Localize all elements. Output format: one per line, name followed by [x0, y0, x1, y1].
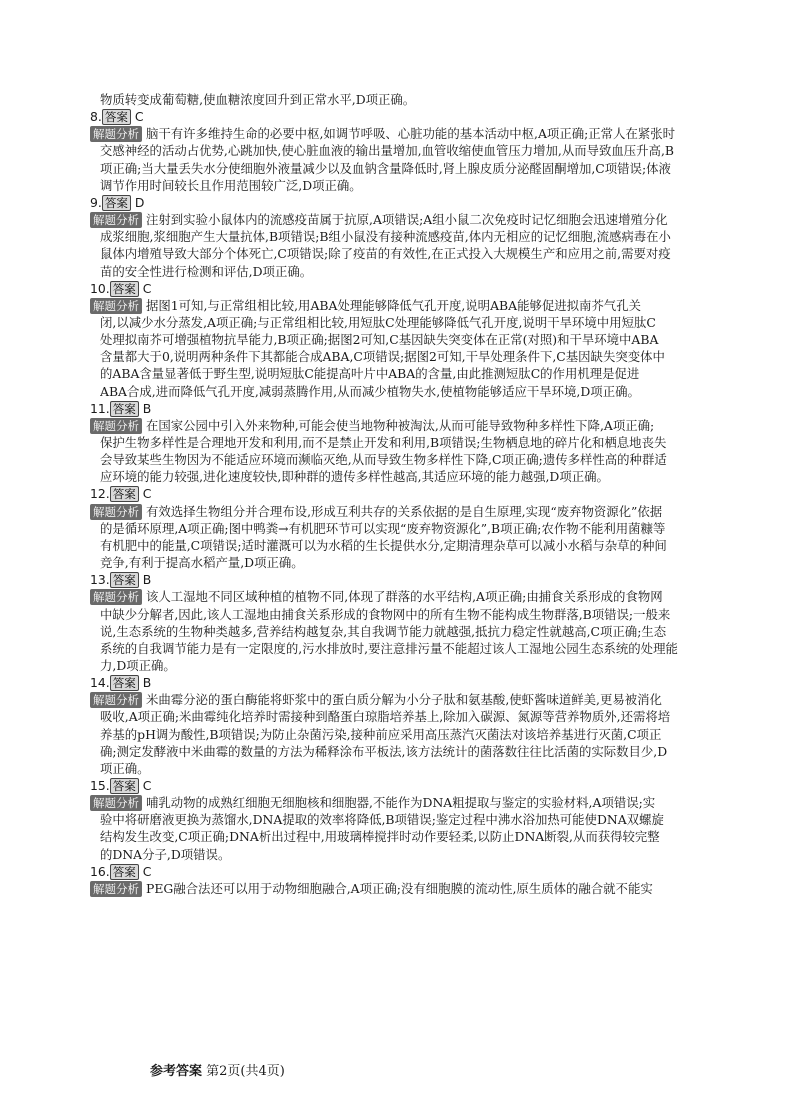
analysis-text: 的是循环原理,A项正确;图中鸭粪→有机肥环节可以实现“废弃物资源化”,B项正确;农作物不能利用菌糠等 [100, 520, 666, 536]
answer-tag: 答案 [110, 281, 139, 297]
answer-tag: 答案 [110, 778, 139, 794]
answer-tag: 答案 [110, 486, 139, 502]
analysis-line [90, 795, 708, 811]
analysis-line [100, 384, 708, 400]
analysis-text: 结构发生改变,C项正确;DNA析出过程中,用玻璃棒搅拌时动作要轻柔,以防止DNA断裂,从而获得较完整 [100, 829, 660, 845]
analysis-line [100, 143, 708, 159]
analysis-line [90, 504, 708, 520]
answer-value: C [142, 778, 152, 793]
analysis-line [100, 658, 708, 674]
question-answer-row [90, 572, 151, 588]
answer-tag: 答案 [102, 195, 131, 211]
analysis-line [100, 229, 708, 245]
analysis-line [100, 452, 708, 468]
question-number: 16. [90, 863, 110, 879]
analysis-line [90, 298, 708, 314]
question-answer-row [90, 778, 151, 794]
lead-line: 物质转变成葡萄糖,使血糖浓度回升到正常水平,D项正确。 [100, 92, 416, 107]
question-answer-row [90, 864, 151, 880]
analysis-line [90, 418, 708, 434]
analysis-tag: 解题分析 [90, 881, 142, 897]
analysis-text: 哺乳动物的成熟红细胞无细胞核和细胞器,不能作为DNA粗提取与鉴定的实验材料,A项错误;实 [146, 795, 656, 811]
analysis-line [90, 589, 708, 605]
analysis-text: 苗的安全性进行检测和评估,D项正确。 [100, 263, 313, 279]
analysis-text: 的DNA分子,D项错误。 [100, 846, 231, 862]
analysis-text: 确;测定发酵液中米曲霉的数量的方法为稀释涂布平板法,该方法统计的菌落数往往比活菌的实际数目少,D [100, 743, 668, 759]
answer-value: C [134, 109, 144, 125]
analysis-text: 据图1可知,与正常组相比较,用ABA处理能够降低气孔开度,说明ABA能够促进拟南芥气孔关 [146, 297, 641, 313]
analysis-text: PEG融合法还可以用于动物细胞融合,A项正确;没有细胞膜的流动性,原生质体的融合就不能实 [146, 880, 653, 896]
answer-tag: 答案 [110, 572, 139, 588]
analysis-text: 含量都大于0,说明两种条件下其都能合成ABA,C项错误;据图2可知,干旱处理条件下,C基因缺失突变体中 [100, 349, 665, 365]
analysis-tag: 解题分析 [90, 418, 142, 434]
analysis-line [100, 555, 708, 571]
question-number: 8. [90, 109, 102, 125]
answer-value: C [142, 486, 152, 502]
analysis-text: 交感神经的活动占优势,心跳加快,使心脏血液的输出量增加,血管收缩使血管压力增加,从而导致血压升高,B [100, 143, 674, 159]
analysis-line [90, 212, 708, 228]
question-number: 12. [90, 486, 110, 502]
question-number: 14. [90, 675, 110, 691]
analysis-line [100, 761, 708, 777]
analysis-line [100, 744, 708, 760]
analysis-line [100, 332, 708, 348]
analysis-tag: 解题分析 [90, 212, 142, 228]
question-number: 13. [90, 572, 110, 588]
analysis-tag: 解题分析 [90, 692, 142, 708]
answer-value: C [142, 280, 152, 296]
analysis-line [100, 246, 708, 262]
analysis-text: 注射到实验小鼠体内的流感疫苗属于抗原,A项错误;A组小鼠二次免疫时记忆细胞会迅速增殖分化 [146, 212, 668, 228]
question-answer-row [90, 401, 151, 417]
analysis-line [100, 538, 708, 554]
analysis-text: 闭,以减少水分蒸发,A项正确;与正常组相比较,用短肽C处理能够降低气孔开度,说明干旱环境中用短肽C [100, 314, 656, 330]
question-answer-row [90, 281, 151, 297]
analysis-text: 竞争,有利于提高水稻产量,D项正确。 [100, 555, 304, 571]
question-answer-row [90, 109, 143, 125]
analysis-text: 处理拟南芥可增强植物抗旱能力,B项正确;据图2可知,C基因缺失突变体在正常(对照)和干旱环境中ABA [100, 332, 659, 348]
analysis-text: 该人工湿地不同区域种植的植物不同,体现了群落的水平结构,A项正确;由捕食关系形成的食物网 [146, 589, 663, 605]
analysis-text: 有效选择生物组分并合理布设,形成互利共存的关系依据的是自生原理,实现“废弃物资源化”依据 [146, 503, 663, 519]
analysis-text: 验中将研磨液更换为蒸馏水,DNA提取的效率将降低,B项错误;鉴定过程中沸水浴加热可能使DNA双螺旋 [100, 812, 664, 828]
answer-value: B [142, 675, 152, 691]
answer-value: B [142, 400, 152, 416]
answer-tag: 答案 [102, 109, 131, 125]
analysis-text: 力,D项正确。 [100, 657, 176, 673]
question-answer-row [90, 486, 151, 502]
analysis-text: 的ABA含量显著低于野生型,说明短肽C能提高叶片中ABA的含量,由此推测短肽C的作用机理是促进 [100, 366, 640, 382]
analysis-text: 中缺少分解者,因此,该人工湿地由捕食关系形成的食物网中的所有生物不能构成生物群落,B项错误;一般来 [100, 606, 671, 622]
question-number: 10. [90, 280, 110, 296]
answer-tag: 答案 [110, 675, 139, 691]
analysis-text: 会导致某些生物因为不能适应环境而濒临灭绝,从而导致生物多样性下降,C项正确;遗传多样性高的种群适 [100, 452, 667, 468]
footer-label: 参考答案 [150, 1064, 203, 1079]
question-number: 11. [90, 400, 110, 416]
analysis-text: 吸收,A项正确;米曲霉纯化培养时需接种到酪蛋白琼脂培养基上,除加入碳源、氮源等营养物质外,还需将培 [100, 709, 671, 725]
page-footer [150, 1060, 285, 1079]
analysis-text: 米曲霉分泌的蛋白酶能将虾浆中的蛋白质分解为小分子肽和氨基酸,使虾酱味道鲜美,更易被消化 [146, 692, 662, 708]
analysis-tag: 解题分析 [90, 589, 142, 605]
analysis-text: 有机肥中的能量,C项错误;适时灌溉可以为水稻的生长提供水分,定期清理杂草可以减小水稻与杂草的种间 [100, 537, 667, 553]
analysis-line [100, 349, 708, 365]
analysis-line [100, 624, 708, 640]
answer-value: B [142, 572, 152, 588]
analysis-text: 脑干有许多维持生命的必要中枢,如调节呼吸、心脏功能的基本活动中枢,A项正确;正常人在紧张时 [146, 126, 676, 142]
analysis-line [100, 264, 708, 280]
analysis-line [100, 178, 708, 194]
question-answer-row [90, 675, 151, 691]
analysis-line [100, 641, 708, 657]
analysis-text: 保护生物多样性是合理地开发和利用,而不是禁止开发和利用,B项错误;生物栖息地的碎片化和栖息地丧失 [100, 435, 667, 450]
analysis-line [100, 607, 708, 623]
analysis-line [100, 709, 708, 725]
analysis-text: 在国家公园中引入外来物种,可能会使当地物种被淘汰,从而可能导致物种多样性下降,A项正确; [146, 417, 655, 433]
analysis-line [100, 829, 708, 845]
answer-value: C [142, 863, 152, 879]
analysis-line [100, 161, 708, 177]
analysis-tag: 解题分析 [90, 126, 142, 142]
analysis-line [100, 435, 708, 451]
answer-tag: 答案 [110, 401, 139, 417]
analysis-line [90, 692, 708, 708]
analysis-line [100, 469, 708, 485]
analysis-line [100, 812, 708, 828]
analysis-text: 鼠体内增殖导致大部分个体死亡,C项错误;除了疫苗的有效性,在正式投入大规模生产和应用之前,需要对疫 [100, 246, 671, 262]
analysis-text: 系统的自我调节能力是有一定限度的,污水排放时,要注意排污量不能超过该人工湿地公园生态系统的处理能 [100, 640, 678, 656]
analysis-line [100, 847, 708, 863]
analysis-text: 项正确;当大量丢失水分使细胞外液量减少以及血钠含量降低时,肾上腺皮质分泌醛固酮增加,C项错误;体液 [100, 160, 671, 176]
question-answer-row [90, 195, 144, 211]
analysis-line [100, 315, 708, 331]
analysis-text: ABA合成,进而降低气孔开度,减弱蒸腾作用,从而减少植物失水,使植物能够适应干旱环境,D项正确。 [100, 383, 640, 399]
analysis-text: 应环境的能力较强,进化速度较快,即种群的遗传多样性越高,其适应环境的能力越强,D项正确。 [100, 469, 609, 485]
question-number: 15. [90, 778, 110, 793]
analysis-text: 成浆细胞,浆细胞产生大量抗体,B项错误;B组小鼠没有接种流感疫苗,体内无相应的记忆细胞,流感病毒在小 [100, 229, 671, 245]
analysis-tag: 解题分析 [90, 795, 142, 811]
analysis-line [100, 727, 708, 743]
question-number: 9. [90, 194, 102, 210]
analysis-line [100, 366, 708, 382]
answer-value: D [134, 194, 145, 210]
analysis-tag: 解题分析 [90, 504, 142, 520]
analysis-tag: 解题分析 [90, 298, 142, 314]
answer-tag: 答案 [110, 864, 139, 880]
analysis-line [90, 126, 708, 142]
analysis-text: 调节作用时间较长且作用范围较广泛,D项正确。 [100, 177, 362, 193]
analysis-text: 养基的pH调为酸性,B项错误;为防止杂菌污染,接种前应采用高压蒸汽灭菌法对该培养基进行灭菌,C项正 [100, 726, 662, 742]
analysis-line [100, 521, 708, 537]
analysis-line [90, 881, 708, 897]
footer-page-number: 第2页(共4页) [206, 1064, 285, 1079]
analysis-text: 说,生态系统的生物种类越多,营养结构越复杂,其自我调节能力就越强,抵抗力稳定性就越高,C项正确;生态 [100, 623, 667, 639]
analysis-text: 项正确。 [100, 760, 150, 776]
